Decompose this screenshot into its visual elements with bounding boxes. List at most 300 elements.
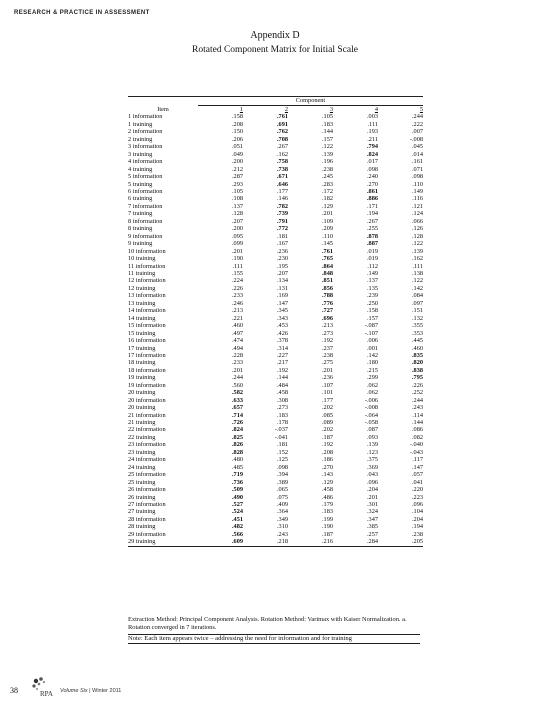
item-label-cell: 22 information (128, 426, 166, 434)
table-row (128, 270, 423, 277)
loading-cell-component-2: .134 (276, 277, 288, 285)
loading-cell-component-2: .167 (276, 240, 288, 248)
loading-cell-component-1: .824 (231, 426, 243, 434)
loading-cell-component-4: .096 (366, 478, 378, 486)
loading-cell-component-5: .124 (411, 210, 423, 218)
table-row (128, 419, 423, 426)
loading-cell-component-1: .155 (231, 269, 243, 277)
table-row (128, 456, 423, 463)
table-row (128, 113, 423, 120)
loading-cell-component-3: .202 (321, 404, 333, 412)
appendix-title: Appendix D (250, 30, 300, 41)
loading-cell-component-2: .791 (276, 217, 288, 225)
loading-cell-component-2: .708 (276, 135, 288, 143)
loading-cell-component-1: .200 (231, 225, 243, 233)
table-row (128, 382, 423, 389)
item-label-cell: 5 training (128, 180, 153, 188)
loading-cell-component-5: .151 (411, 307, 423, 315)
loading-cell-component-1: .246 (231, 299, 243, 307)
item-label-cell: 28 training (128, 523, 156, 531)
loading-cell-component-5: -.043 (409, 448, 423, 456)
loading-cell-component-2: .218 (243, 538, 288, 546)
loading-cell-component-2: .178 (276, 419, 288, 427)
loading-cell-component-1: .527 (231, 501, 243, 509)
loading-cell-component-3: .201 (321, 366, 333, 374)
loading-cell-component-5: .835 (411, 351, 423, 359)
loading-cell-component-4: -.008 (364, 404, 378, 412)
item-label-cell: 23 information (128, 441, 166, 449)
loading-cell-component-2: .782 (276, 202, 288, 210)
loading-cell-component-1: .485 (231, 463, 243, 471)
loading-cell-component-3: .209 (321, 225, 333, 233)
loading-cell-component-3: .183 (321, 120, 333, 128)
table-row (128, 426, 423, 433)
loading-cell-component-3: .270 (321, 463, 333, 471)
loading-cell-component-1: .560 (231, 381, 243, 389)
table-row (128, 367, 423, 374)
item-label-cell: 28 information (128, 515, 166, 523)
loading-cell-component-3: .208 (321, 448, 333, 456)
table-row (128, 151, 423, 158)
loading-cell-component-3: .275 (321, 359, 333, 367)
loading-cell-component-4: -.107 (364, 329, 378, 337)
loading-cell-component-1: .825 (231, 433, 243, 441)
loading-cell-component-4: -.087 (364, 322, 378, 330)
rotated-component-matrix-table (128, 96, 423, 547)
loading-cell-component-2: .230 (276, 255, 288, 263)
loading-cell-component-5: .110 (412, 180, 423, 188)
table-body (128, 113, 423, 546)
table-row (128, 203, 423, 210)
loading-cell-component-4: .171 (366, 202, 378, 210)
item-label-cell: 24 training (128, 463, 156, 471)
loading-cell-component-1: .221 (231, 314, 243, 322)
loading-cell-component-3: .696 (321, 314, 333, 322)
loading-cell-component-2: .177 (276, 187, 288, 195)
loading-cell-component-5: .117 (412, 456, 423, 464)
loading-cell-component-2: .267 (276, 143, 288, 151)
item-label-cell: 26 information (128, 486, 166, 494)
loading-cell-component-1: .099 (231, 240, 243, 248)
item-label-cell: 12 training (128, 284, 156, 292)
table-row (128, 404, 423, 411)
item-label-cell: 17 information (128, 351, 166, 359)
loading-cell-component-4: .861 (366, 187, 378, 195)
loading-cell-component-5: .204 (411, 515, 423, 523)
item-label-cell: 6 training (128, 195, 153, 203)
loading-cell-component-2: -.041 (274, 433, 288, 441)
loading-cell-component-3: .245 (321, 173, 333, 181)
loading-cell-component-3: .187 (321, 433, 333, 441)
table-header-spacer (128, 97, 198, 106)
loading-cell-component-2: .192 (276, 366, 288, 374)
loading-cell-component-2: .075 (276, 493, 288, 501)
loading-cell-component-2: .243 (276, 530, 288, 538)
loading-cell-component-5: .128 (411, 232, 423, 240)
loading-cell-component-4: .375 (366, 456, 378, 464)
loading-cell-component-1: .150 (231, 128, 243, 136)
item-label-cell: 1 information (128, 113, 163, 121)
item-label-cell: 22 training (128, 433, 156, 441)
loading-cell-component-2: .236 (276, 247, 288, 255)
loading-cell-component-5: .007 (411, 128, 423, 136)
loading-cell-component-5: .243 (411, 404, 423, 412)
component-4-header: 4 (374, 106, 378, 113)
loading-cell-component-1: .233 (231, 292, 243, 300)
loading-cell-component-3: .201 (321, 210, 333, 218)
table-row (128, 523, 423, 530)
table-row (128, 136, 423, 143)
loading-cell-component-5: .086 (411, 426, 423, 434)
loading-cell-component-5: .205 (378, 538, 423, 546)
loading-cell-component-1: .128 (231, 210, 243, 218)
loading-cell-component-4: .201 (366, 493, 378, 501)
loading-cell-component-5: .126 (411, 225, 423, 233)
loading-cell-component-2: .738 (276, 165, 288, 173)
loading-cell-component-4: .006 (366, 337, 378, 345)
loading-cell-component-3: .143 (321, 471, 333, 479)
loading-cell-component-1: .293 (231, 180, 243, 188)
footer-separator: | (87, 688, 93, 694)
loading-cell-component-5: .122 (411, 277, 423, 285)
loading-cell-component-5: .041 (411, 478, 423, 486)
loading-cell-component-3: .788 (321, 292, 333, 300)
loading-cell-component-4: .098 (366, 165, 378, 173)
loading-cell-component-3: .144 (321, 128, 333, 136)
loading-cell-component-1: .509 (231, 486, 243, 494)
loading-cell-component-2: .195 (276, 262, 288, 270)
loading-cell-component-1: .233 (231, 359, 243, 367)
loading-cell-component-4: .093 (366, 433, 378, 441)
loading-cell-component-5: .252 (411, 389, 423, 397)
loading-cell-component-3: .202 (321, 426, 333, 434)
loading-cell-component-1: .158 (231, 113, 243, 121)
loading-cell-component-3: .192 (321, 441, 333, 449)
loading-cell-component-3: .765 (321, 255, 333, 263)
loading-cell-component-4: .193 (366, 128, 378, 136)
loading-cell-component-2: .345 (276, 307, 288, 315)
loading-cell-component-1: .287 (231, 173, 243, 181)
loading-cell-component-3: .199 (321, 515, 333, 523)
loading-cell-component-5: .820 (411, 359, 423, 367)
table-row (128, 330, 423, 337)
loading-cell-component-1: .719 (231, 471, 243, 479)
table-row (128, 501, 423, 508)
loading-cell-component-1: .201 (231, 366, 243, 374)
loading-cell-component-4: .324 (366, 508, 378, 516)
loading-cell-component-5: .194 (411, 523, 423, 531)
loading-cell-component-3: .122 (321, 143, 333, 151)
loading-cell-component-5: .057 (411, 471, 423, 479)
loading-cell-component-1: .480 (231, 456, 243, 464)
loading-cell-component-1: .582 (231, 389, 243, 397)
loading-cell-component-3: .776 (321, 299, 333, 307)
loading-cell-component-4: .158 (366, 307, 378, 315)
loading-cell-component-4: .137 (366, 277, 378, 285)
table-row (128, 173, 423, 180)
loading-cell-component-5: .139 (411, 247, 423, 255)
loading-cell-component-5: .144 (411, 419, 423, 427)
loading-cell-component-4: .299 (366, 374, 378, 382)
loading-cell-component-1: .736 (231, 478, 243, 486)
loading-cell-component-4: -.058 (364, 419, 378, 427)
table-row (128, 210, 423, 217)
component-2-header: 2 (284, 106, 288, 113)
loading-cell-component-5: .226 (411, 381, 423, 389)
table-row (128, 121, 423, 128)
loading-cell-component-5: .066 (411, 217, 423, 225)
loading-cell-component-4: .019 (366, 247, 378, 255)
table-row (128, 516, 423, 523)
item-label-cell: 18 training (128, 359, 156, 367)
loading-cell-component-3: .186 (321, 456, 333, 464)
table-row (128, 412, 423, 419)
loading-cell-component-3: .089 (321, 419, 333, 427)
loading-cell-component-5: .104 (411, 508, 423, 516)
loading-cell-component-1: .190 (231, 255, 243, 263)
loading-cell-component-1: .497 (231, 329, 243, 337)
component-3-header: 3 (329, 106, 333, 113)
loading-cell-component-5: .111 (412, 262, 423, 270)
loading-cell-component-1: .224 (231, 277, 243, 285)
item-label-cell: 27 information (128, 501, 166, 509)
table-row (128, 538, 423, 546)
item-label-cell: 14 training (128, 314, 156, 322)
loading-cell-component-4: .239 (366, 292, 378, 300)
table-row (128, 508, 423, 515)
loading-cell-component-3: .851 (321, 277, 333, 285)
loading-cell-component-1: .494 (231, 344, 243, 352)
loading-cell-component-4: .250 (366, 299, 378, 307)
item-label-cell: 20 training (128, 389, 156, 397)
loading-cell-component-2: .458 (276, 389, 288, 397)
loading-cell-component-5: -.040 (409, 441, 423, 449)
item-label-cell: 4 information (128, 158, 163, 166)
loading-cell-component-1: .490 (231, 493, 243, 501)
table-row (128, 315, 423, 322)
item-label-cell: 14 information (128, 307, 166, 315)
extraction-method-note: Extraction Method: Principal Component Analysis. Rotation Method: Varimax with Kaiser Normalization. a. Rotation converged in 7 iterations. (128, 616, 407, 631)
item-label-cell: 16 information (128, 337, 166, 345)
loading-cell-component-3: .761 (321, 247, 333, 255)
item-label-cell: 21 information (128, 411, 166, 419)
loading-cell-component-4: .062 (366, 381, 378, 389)
loading-cell-component-5: .460 (411, 344, 423, 352)
loading-cell-component-5: .795 (411, 374, 423, 382)
loading-cell-component-3: .085 (321, 411, 333, 419)
loading-cell-component-5: .142 (411, 284, 423, 292)
loading-cell-component-5: .014 (411, 150, 423, 158)
loading-cell-component-4: .257 (366, 530, 378, 538)
loading-cell-component-2: .162 (276, 150, 288, 158)
loading-cell-component-2: .273 (276, 404, 288, 412)
item-label-cell: 29 training (128, 538, 198, 546)
loading-cell-component-1: .095 (231, 232, 243, 240)
loading-cell-component-4: .267 (366, 217, 378, 225)
item-label-cell: 15 information (128, 322, 166, 330)
svg-text:RPA: RPA (40, 690, 53, 698)
loading-cell-component-4: .369 (366, 463, 378, 471)
loading-cell-component-3: .864 (321, 262, 333, 270)
loading-cell-component-4: .255 (366, 225, 378, 233)
loading-cell-component-5: .121 (411, 202, 423, 210)
loading-cell-component-1: .609 (198, 538, 243, 546)
item-label-cell: 7 training (128, 210, 153, 218)
loading-cell-component-2: .758 (276, 158, 288, 166)
loading-cell-component-1: .228 (231, 351, 243, 359)
table-row (128, 195, 423, 202)
table-row (128, 322, 423, 329)
table-row (128, 494, 423, 501)
loading-cell-component-5: .132 (411, 314, 423, 322)
loading-cell-component-3: .129 (321, 478, 333, 486)
item-label-cell: 20 training (128, 404, 156, 412)
item-label-cell: 23 training (128, 448, 156, 456)
running-head: RESEARCH & PRACTICE IN ASSESSMENT (14, 10, 150, 16)
loading-cell-component-1: .049 (231, 150, 243, 158)
loading-cell-component-2: .646 (276, 180, 288, 188)
loading-cell-component-4: .157 (366, 314, 378, 322)
table-row (128, 464, 423, 471)
item-label-cell: 2 information (128, 128, 163, 136)
loading-cell-component-3: .182 (321, 195, 333, 203)
table-row (128, 345, 423, 352)
loading-cell-component-1: .108 (231, 195, 243, 203)
loading-cell-component-2: .131 (276, 284, 288, 292)
item-label-cell: 3 information (128, 143, 163, 151)
loading-cell-component-4: .301 (366, 501, 378, 509)
loading-cell-component-5: .223 (411, 493, 423, 501)
item-label-cell: 2 training (128, 135, 153, 143)
item-label-cell: 9 information (128, 232, 163, 240)
item-label-cell: 24 information (128, 456, 166, 464)
loading-cell-component-1: .726 (231, 419, 243, 427)
loading-cell-component-4: .887 (366, 240, 378, 248)
loading-cell-component-5: .353 (411, 329, 423, 337)
footer-season: Winter 2011 (92, 688, 122, 694)
loading-cell-component-2: .762 (276, 128, 288, 136)
loading-cell-component-2: .065 (276, 486, 288, 494)
loading-cell-component-4: .385 (366, 523, 378, 531)
table-group-header-row (128, 97, 423, 106)
loading-cell-component-3: .145 (321, 240, 333, 248)
loading-cell-component-3: .238 (321, 165, 333, 173)
loading-cell-component-3: .727 (321, 307, 333, 315)
loading-cell-component-5: .149 (411, 187, 423, 195)
loading-cell-component-1: .201 (231, 247, 243, 255)
loading-cell-component-3: .107 (321, 381, 333, 389)
loading-cell-component-3: .183 (321, 508, 333, 516)
table-row (128, 181, 423, 188)
table-row (128, 471, 423, 478)
item-label-cell: 20 information (128, 396, 166, 404)
loading-cell-component-3: .192 (321, 337, 333, 345)
loading-cell-component-4: .111 (367, 120, 378, 128)
loading-cell-component-4: .284 (333, 538, 378, 546)
loading-cell-component-2: .364 (276, 508, 288, 516)
loading-cell-component-3: .129 (321, 202, 333, 210)
loading-cell-component-2: .671 (276, 173, 288, 181)
rpa-logo (30, 676, 58, 698)
item-label-cell: 15 training (128, 329, 156, 337)
table-row (128, 337, 423, 344)
loading-cell-component-5: .122 (411, 240, 423, 248)
table-row (128, 277, 423, 284)
loading-cell-component-2: .227 (276, 351, 288, 359)
loading-cell-component-4: .886 (366, 195, 378, 203)
loading-cell-component-5: .161 (411, 158, 423, 166)
table-row (128, 449, 423, 456)
loading-cell-component-3: .856 (321, 284, 333, 292)
loading-cell-component-4: .139 (366, 441, 378, 449)
loading-cell-component-4: .347 (366, 515, 378, 523)
loading-cell-component-3: .101 (321, 389, 333, 397)
footer-volume-info (60, 688, 121, 694)
item-label-cell: 26 training (128, 493, 156, 501)
loading-cell-component-4: .180 (366, 359, 378, 367)
item-label-cell: 25 information (128, 471, 166, 479)
loading-cell-component-5: -.008 (409, 135, 423, 143)
loading-cell-component-5: .220 (411, 486, 423, 494)
loading-cell-component-4: .062 (366, 389, 378, 397)
loading-cell-component-4: .003 (366, 113, 378, 121)
loading-cell-component-2: .343 (276, 314, 288, 322)
loading-cell-component-1: .474 (231, 337, 243, 345)
table-row (128, 166, 423, 173)
loading-cell-component-4: .240 (366, 173, 378, 181)
table-row (128, 479, 423, 486)
loading-cell-component-4: .878 (366, 232, 378, 240)
loading-cell-component-4: .043 (366, 471, 378, 479)
loading-cell-component-2: .183 (276, 411, 288, 419)
loading-cell-component-1: .206 (231, 135, 243, 143)
loading-cell-component-3: .236 (321, 374, 333, 382)
table-row (128, 248, 423, 255)
loading-cell-component-2: .147 (276, 299, 288, 307)
loading-cell-component-4: .270 (366, 180, 378, 188)
loading-cell-component-2: .217 (276, 359, 288, 367)
loading-cell-component-4: .211 (367, 135, 378, 143)
table-row (128, 263, 423, 270)
component-5-header: 5 (419, 106, 423, 113)
item-label-cell: 12 information (128, 277, 166, 285)
loading-cell-component-5: .138 (411, 269, 423, 277)
component-1-header: 1 (239, 106, 243, 113)
loading-cell-component-4: -.064 (364, 411, 378, 419)
loading-cell-component-4: .215 (366, 366, 378, 374)
table-row (128, 233, 423, 240)
loading-cell-component-1: .451 (231, 515, 243, 523)
table-row (128, 225, 423, 232)
item-label-cell: 1 training (128, 120, 153, 128)
loading-cell-component-1: .213 (231, 307, 243, 315)
loading-cell-component-3: .283 (321, 180, 333, 188)
loading-cell-component-5: .222 (411, 120, 423, 128)
table-row (128, 389, 423, 396)
item-label-cell: 6 information (128, 187, 163, 195)
loading-cell-component-5: .116 (412, 195, 423, 203)
loading-cell-component-5: .445 (411, 337, 423, 345)
loading-cell-component-3: .139 (321, 150, 333, 158)
loading-cell-component-2: .314 (276, 344, 288, 352)
loading-cell-component-2: .169 (276, 292, 288, 300)
loading-cell-component-5: .045 (411, 143, 423, 151)
loading-cell-component-5: .071 (411, 165, 423, 173)
item-label-cell: 8 information (128, 217, 163, 225)
item-label-cell: 25 training (128, 478, 156, 486)
loading-cell-component-3: .190 (321, 523, 333, 531)
loading-cell-component-3: .196 (321, 158, 333, 166)
